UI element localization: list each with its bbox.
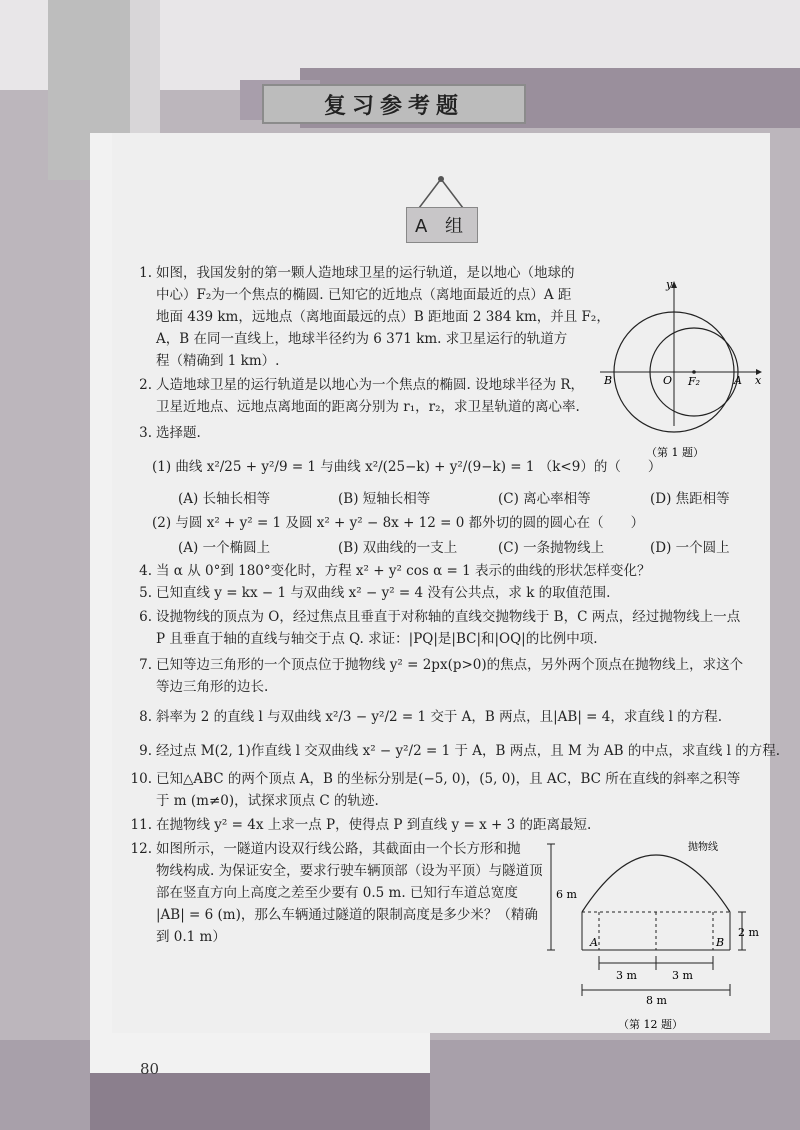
problem-11 [130, 814, 591, 836]
problem-line: 卫星近地点、远地点离地面的距离分别为 r₁，r₂，求卫星轨道的离心率. [156, 399, 580, 415]
option: (D) 焦距相等 [650, 491, 730, 507]
problem-line: P 且垂直于轴的直线与轴交于点 Q. 求证：|PQ|是|BC|和|OQ|的比例中项. [156, 631, 598, 647]
problem-line: 到 0.1 m） [156, 929, 226, 945]
problem-8 [130, 706, 722, 728]
problem-number: 3. [139, 425, 152, 441]
problem-line: 于 m (m≠0)，试探求顶点 C 的轨迹. [156, 793, 379, 809]
option: (B) 短轴长相等 [338, 491, 431, 507]
subquestion-2: (2) 与圆 x² + y² = 1 及圆 x² + y² − 8x + 12 = 0 都外切的圆的圆心在（ ） [152, 515, 645, 531]
option: (B) 双曲线的一支上 [338, 540, 458, 556]
option: (A) 长轴长相等 [178, 491, 271, 507]
problem-line: 经过点 M(2, 1)作直线 l 交双曲线 x² − y²/2 = 1 于 A，B 两点，且 M 为 AB 的中点，求直线 l 的方程. [156, 743, 781, 759]
problem-line: 如图，我国发射的第一颗人造地球卫星的运行轨道，是以地心（地球的 [156, 265, 575, 281]
label-2m: 2 m [738, 926, 759, 939]
problem-line: 程（精确到 1 km）. [156, 353, 280, 369]
hanging-string-icon [416, 174, 466, 210]
option: (C) 一条抛物线上 [498, 540, 605, 556]
problem-line: 已知等边三角形的一个顶点位于抛物线 y² = 2px(p>0)的焦点，另外两个顶点在抛物线上，求这个 [156, 657, 744, 673]
problem-line: 中心）F₂为一个焦点的椭圆. 已知它的近地点（离地面最近的点）A 距 [156, 287, 572, 303]
label-f2: F₂ [688, 375, 701, 388]
parabola-curve [582, 855, 730, 912]
problem-12 [130, 838, 521, 860]
label-a: A [734, 374, 742, 387]
problem-line: 已知直线 y = kx − 1 与双曲线 x² − y² = 4 没有公共点，求 k 的取值范围. [156, 585, 611, 601]
focus-point [692, 370, 696, 374]
label-8m: 8 m [646, 994, 667, 1007]
problem-line: 设抛物线的顶点为 O，经过焦点且垂直于对称轴的直线交抛物线于 B，C 两点，经过抛物线上一点 [156, 609, 741, 625]
problem-line: A，B 在同一直线上，地球半径约为 6 371 km. 求卫星运行的轨道方 [156, 331, 568, 347]
option: (C) 离心率相等 [498, 491, 591, 507]
problem-5 [130, 582, 610, 604]
problem-line: 已知△ABC 的两个顶点 A，B 的坐标分别是(−5, 0)，(5, 0)，且 AC，BC 所在直线的斜率之积等 [156, 771, 741, 787]
figure-caption: （第 12 题） [618, 1018, 683, 1031]
label-6m: 6 m [556, 888, 577, 901]
background-strip-light [130, 0, 160, 140]
problem-2 [130, 374, 584, 396]
problem-7 [130, 654, 743, 676]
option: (A) 一个椭圆上 [178, 540, 271, 556]
problem-number: 4. [139, 563, 152, 579]
figure-12-diagram [546, 836, 768, 1032]
label-y: y [666, 278, 673, 291]
problem-line: 地面 439 km，远地点（离地面最远的点）B 距地面 2 384 km，并且 F₂， [156, 309, 610, 325]
label-parabola: 抛物线 [688, 842, 718, 853]
section-title-box [262, 84, 526, 124]
problem-line: 物线构成. 为保证安全，要求行驶车辆顶部（设为平顶）与隧道顶 [156, 863, 543, 879]
label-a: A [590, 936, 598, 949]
section-title: 复习参考题 [323, 93, 464, 119]
figure-caption: （第 1 题） [646, 446, 704, 459]
problem-number: 11. [130, 817, 152, 833]
problem-3 [130, 422, 201, 444]
problem-line: 等边三角形的边长. [156, 679, 269, 695]
problem-line: 如图所示，一隧道内设双行线公路，其截面由一个长方形和抛 [156, 841, 521, 857]
problem-line: 人造地球卫星的运行轨道是以地心为一个焦点的椭圆. 设地球半径为 R， [156, 377, 585, 393]
problem-line: 当 α 从 0°到 180°变化时，方程 x² + y² cos α = 1 表示的曲线的形状怎样变化？ [156, 563, 651, 579]
label-3m-left: 3 m [616, 969, 637, 982]
problem-6 [130, 606, 740, 628]
group-badge: A 组 [406, 207, 478, 243]
label-3m-right: 3 m [672, 969, 693, 982]
label-x: x [755, 374, 762, 387]
problem-title: 选择题. [156, 425, 201, 441]
figure-1-diagram [596, 276, 768, 466]
problem-9 [130, 740, 780, 762]
problem-number: 12. [130, 841, 152, 857]
problem-4 [130, 560, 650, 582]
problem-number: 5. [139, 585, 152, 601]
problem-number: 8. [139, 709, 152, 725]
problem-1 [130, 262, 575, 284]
problem-number: 2. [139, 377, 152, 393]
option: (D) 一个圆上 [650, 540, 730, 556]
label-b: B [604, 374, 613, 387]
label-o: O [663, 374, 673, 387]
problem-number: 7. [139, 657, 152, 673]
page-edge [90, 133, 112, 1073]
problem-number: 10. [130, 771, 152, 787]
problem-number: 9. [139, 743, 152, 759]
problem-10 [130, 768, 740, 790]
problem-line: 斜率为 2 的直线 l 与双曲线 x²/3 − y²/2 = 1 交于 A，B 两点，且|AB| = 4，求直线 l 的方程. [156, 709, 723, 725]
problem-line: 部在竖直方向上高度之差至少要有 0.5 m. 已知行车道总宽度 [156, 885, 518, 901]
page-number: 80 [140, 1060, 160, 1078]
problem-line: 在抛物线 y² = 4x 上求一点 P，使得点 P 到直线 y = x + 3 的距离最短. [156, 817, 592, 833]
label-b: B [716, 936, 725, 949]
problem-number: 1. [139, 265, 152, 281]
problem-number: 6. [139, 609, 152, 625]
subquestion-1: (1) 曲线 x²/25 + y²/9 = 1 与曲线 x²/(25−k) + y²/(9−k) = 1 （k<9）的（ ） [152, 459, 662, 475]
problem-line: |AB| = 6 (m)，那么车辆通过隧道的限制高度是多少米？（精确 [156, 907, 538, 923]
